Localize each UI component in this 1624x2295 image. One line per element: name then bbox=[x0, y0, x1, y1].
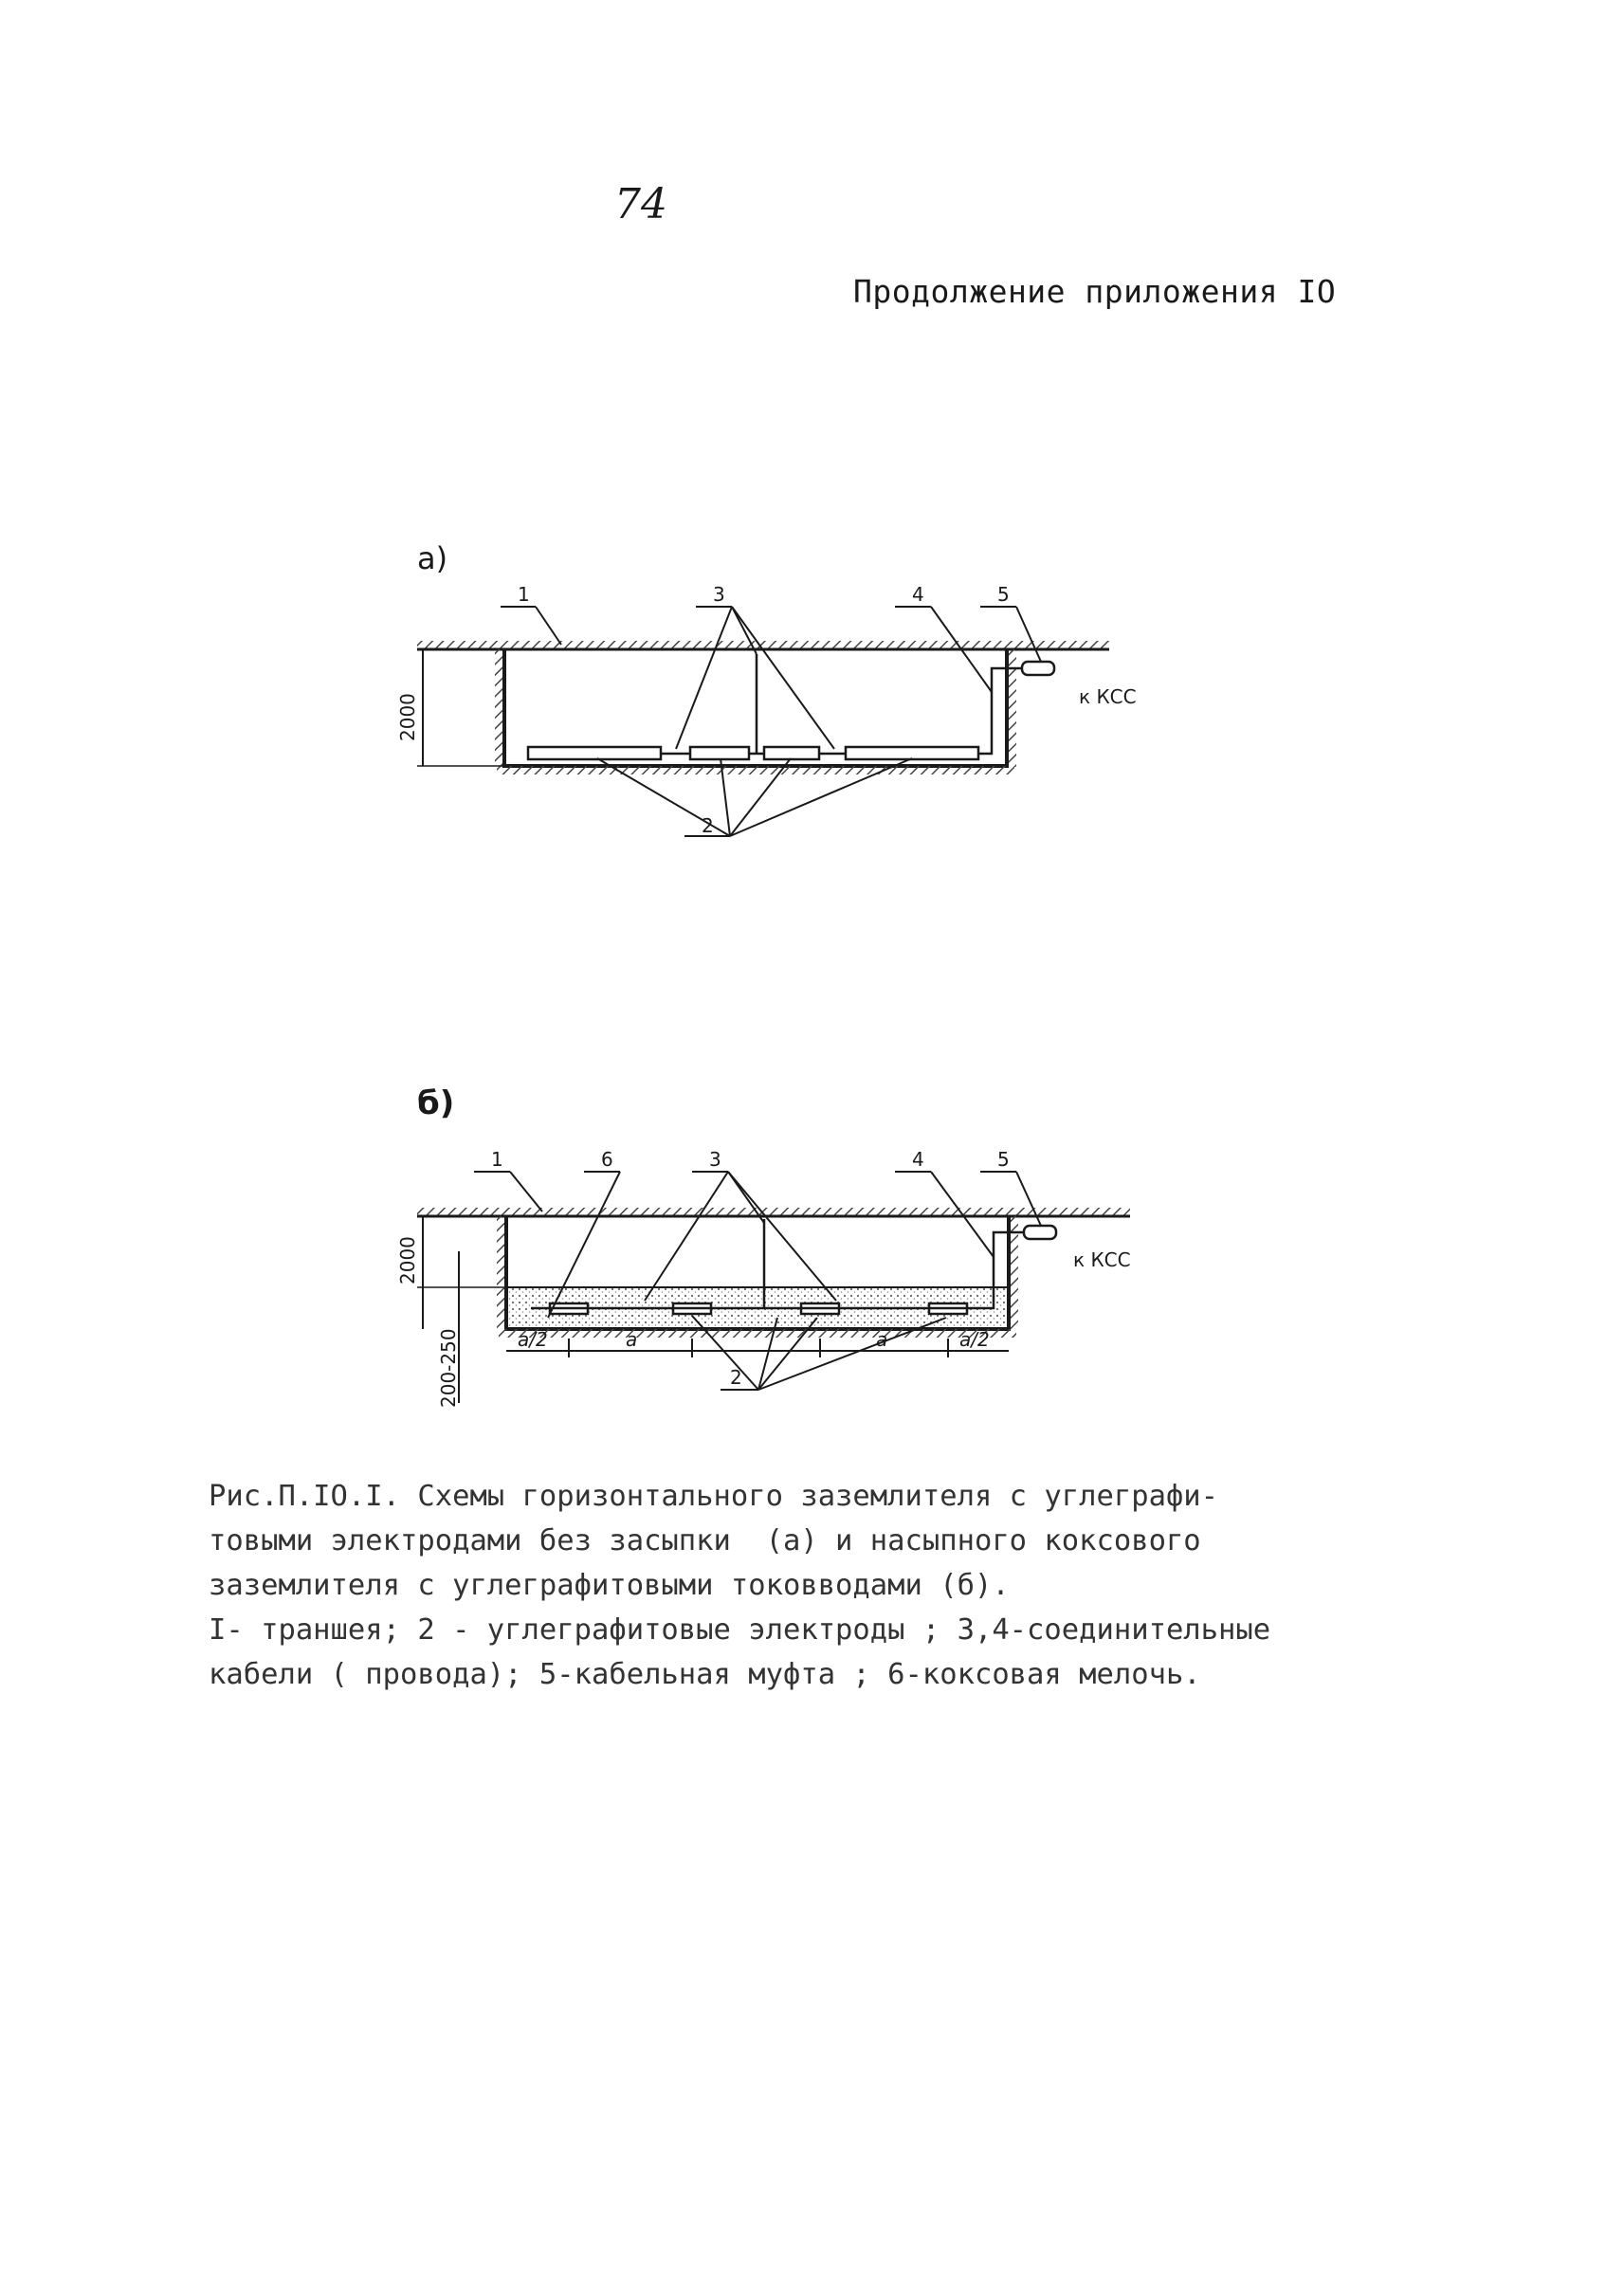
electrode bbox=[764, 747, 819, 759]
diagram-b bbox=[396, 1084, 1131, 1408]
ksc-label: к КСС bbox=[1079, 685, 1137, 708]
trench-right-hatch bbox=[1009, 649, 1016, 767]
electrode bbox=[846, 747, 978, 759]
callout-2: 2 bbox=[730, 1366, 742, 1389]
spacing-a-half-right: a/2 bbox=[959, 1328, 990, 1351]
diagram-a bbox=[396, 540, 1137, 837]
callout-2: 2 bbox=[702, 814, 714, 837]
trench-bottom-hatch bbox=[497, 766, 1014, 774]
cable-sleeve bbox=[1024, 1226, 1056, 1239]
spacing-a-left: a bbox=[626, 1328, 638, 1351]
ksc-label: к КСС bbox=[1073, 1248, 1131, 1271]
depth-label: 2000 bbox=[396, 1236, 419, 1284]
connecting-cable bbox=[661, 668, 1022, 754]
electrode bbox=[528, 747, 661, 759]
trench-bottom-hatch bbox=[499, 1329, 1016, 1338]
continuation-heading: Продолжение приложения IO bbox=[853, 273, 1337, 310]
figure-caption bbox=[209, 1474, 1441, 1697]
fill-depth-label: 200-250 bbox=[437, 1328, 460, 1408]
cable-sleeve bbox=[1022, 662, 1054, 675]
diagram-a-label: а) bbox=[417, 540, 448, 576]
caption-line: I- траншея; 2 - углеграфитовые электроды ; 3,4-соединительные bbox=[209, 1613, 1271, 1647]
callout-3: 3 bbox=[713, 583, 725, 606]
diagram-b-label: б) bbox=[417, 1084, 455, 1122]
trench-left-hatch bbox=[497, 1216, 504, 1330]
callout-4: 4 bbox=[912, 1148, 924, 1171]
trench-left-hatch bbox=[495, 649, 502, 767]
callout-5: 5 bbox=[997, 583, 1010, 606]
caption-line: Рис.П.IO.I. Схемы горизонтального заземлителя с углеграфи- bbox=[209, 1480, 1219, 1513]
callout-4: 4 bbox=[912, 583, 924, 606]
electrode bbox=[690, 747, 749, 759]
callout-1: 1 bbox=[518, 583, 530, 606]
caption-line: товыми электродами без засыпки (а) и насыпного коксового bbox=[209, 1524, 1201, 1557]
caption-line: заземлителя с углеграфитовыми токовводами (б). bbox=[209, 1569, 1010, 1602]
depth-label: 2000 bbox=[396, 693, 419, 741]
callout-3: 3 bbox=[709, 1148, 721, 1171]
callout-5: 5 bbox=[997, 1148, 1010, 1171]
caption-line: кабели ( провода); 5-кабельная муфта ; 6-коксовая мелочь. bbox=[209, 1658, 1201, 1691]
spacing-a-right: a bbox=[876, 1328, 888, 1351]
page-number: 74 bbox=[614, 180, 667, 228]
callout-6: 6 bbox=[601, 1148, 613, 1171]
callout-1: 1 bbox=[491, 1148, 503, 1171]
spacing-a-half-left: a/2 bbox=[518, 1328, 548, 1351]
